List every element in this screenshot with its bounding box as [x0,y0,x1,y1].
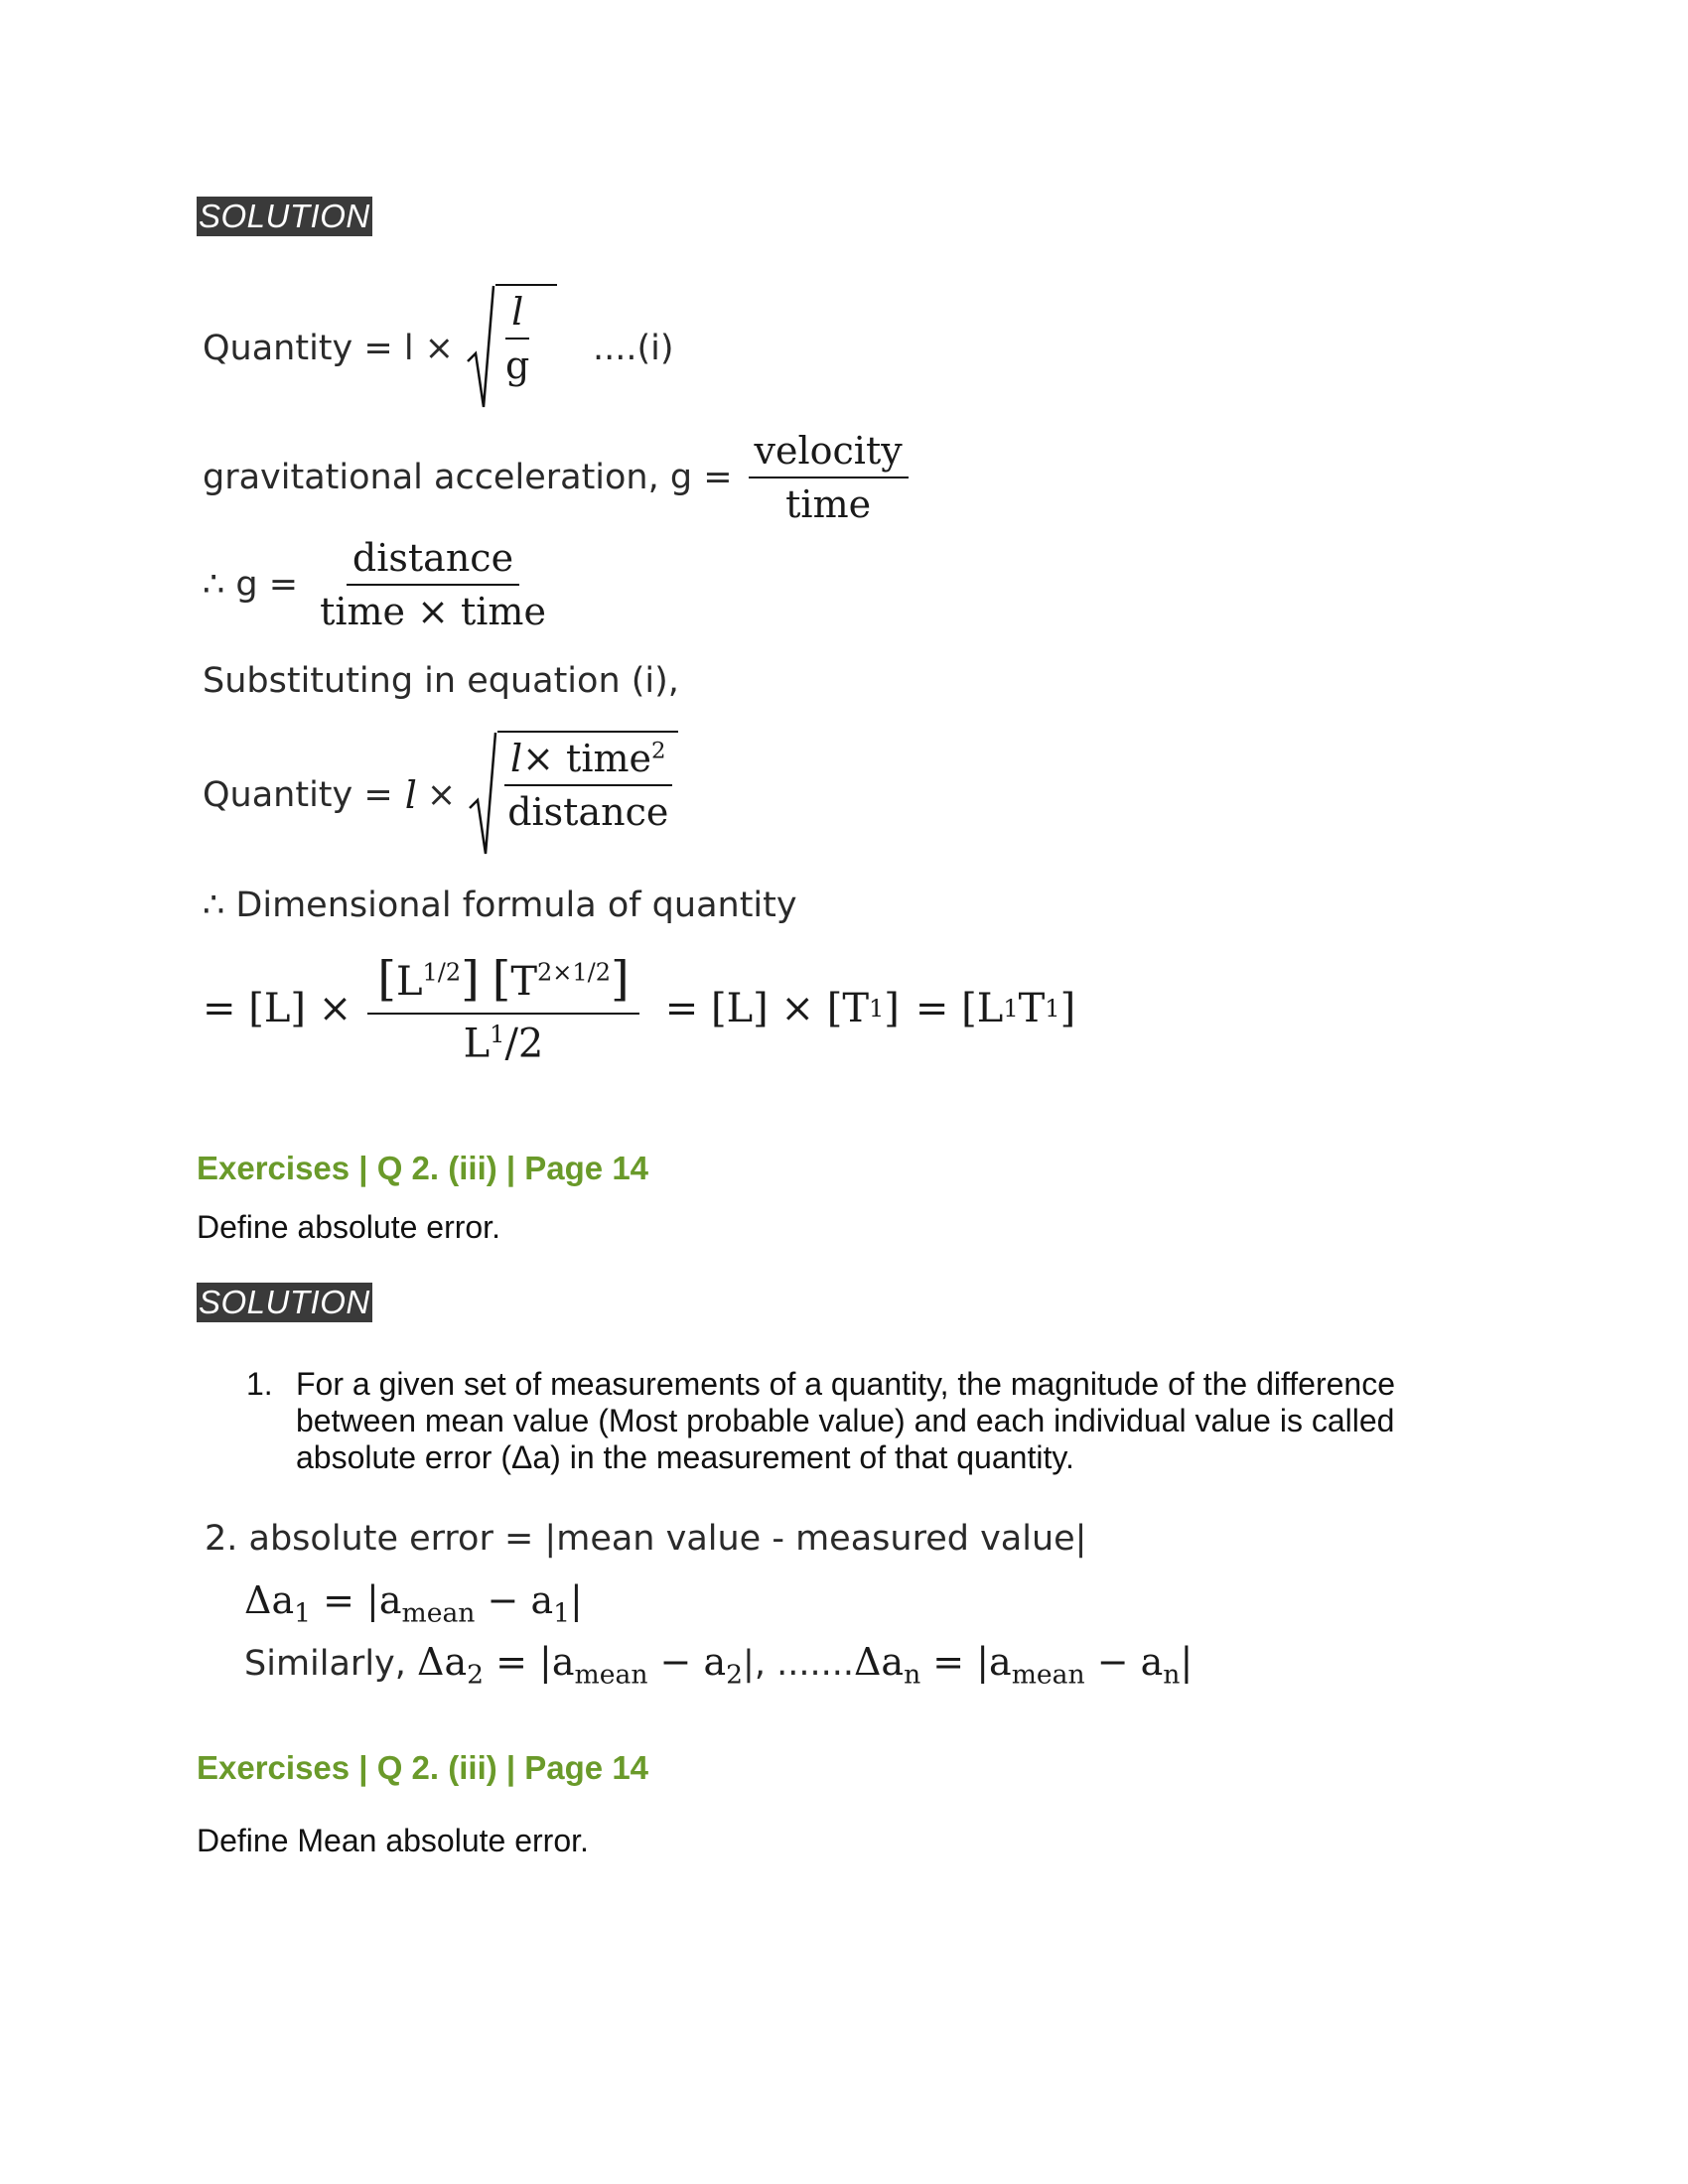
eq4-lhs: Quantity = [203,775,393,815]
sqrt-l-over-g [466,284,557,413]
eq3-fraction [314,536,552,633]
solution-label: SOLUTION [199,198,370,234]
delta-a1-sub2: 1 [553,1597,571,1629]
similarly-close2: | [1180,1640,1194,1684]
eq2-num: velocity [749,429,909,478]
similarly-sub1: 2 [467,1659,485,1691]
sqrt-l-time-over-distance [468,731,678,860]
eq5-den-tail: /2 [504,1021,544,1067]
exercise-heading[interactable]: Exercises | Q 2. (iii) | Page 14 [197,1150,649,1186]
similarly-minus: − a [647,1640,727,1684]
equation-quantity-substituted [203,731,678,860]
eq5-r-exp1: 1 [1003,995,1019,1024]
exercise-heading[interactable]: Exercises | Q 2. (iii) | Page 14 [197,1749,649,1786]
eq1-num: l [505,290,529,340]
eq1-lhs: Quantity = l × [203,329,454,368]
list-item-number: 1. [246,1366,273,1402]
sqrt-sign-icon [466,284,495,413]
similarly-eq: = |a [484,1640,575,1684]
solution-label: SOLUTION [199,1284,370,1320]
eq1-tag: ....(i) [593,329,674,368]
delta-a1-eq: = |a [311,1578,402,1622]
list-item-text: For a given set of measurements of a quantity, the magnitude of the difference between mean value (Most probable value) and each individual value is called absolute error (Δa) in the measurement of that quantity. [296,1366,1396,1475]
similarly-sub2: 2 [726,1659,744,1691]
substituting-text: Substituting in equation (i), [203,661,679,701]
eq5-r-t: T [1018,986,1046,1032]
eq5-den-base: L [463,1021,491,1067]
similarly-delta: Δa [417,1640,468,1684]
similarly-lead: Similarly, [244,1644,418,1684]
similarly-minus2: − a [1084,1640,1164,1684]
eq5-lead: = [L] × [203,986,352,1032]
delta-a1-mean: mean [401,1597,476,1629]
question-text: Define absolute error. [197,1209,500,1245]
eq4-l: l [404,773,417,817]
equation-delta-a1 [244,1578,583,1629]
similarly-close: |, ....... [743,1644,854,1684]
eq2-lhs: gravitational acceleration, g = [203,458,733,497]
eq4-den: distance [507,790,669,834]
equation-dimensional-formula [203,951,1075,1066]
eq4-num-l: l [509,737,523,780]
eq4-num-mid: × time [522,737,652,780]
delta-a1-close: | [570,1578,583,1622]
delta-a1-minus: − a [475,1578,554,1622]
similarly-eq2: = |a [920,1640,1012,1684]
eq5-r-close: ] [1059,986,1076,1032]
eq5-den-exp: 1 [490,1021,505,1048]
eq5-num-a-exp: 1/2 [422,958,462,987]
eq5-eq: = [L [914,986,1004,1032]
eq1-den: g [505,343,530,387]
equation-quantity [203,284,674,413]
eq2-den: time [785,482,872,526]
equation-gravitational-acceleration [203,429,916,526]
equation-similarly [244,1640,1193,1691]
eq5-fraction: $\frac{[L^{1/2}] [T^{2\times 1/2}]}{L^1/2}$ [367,951,639,1066]
dimensional-heading: ∴ Dimensional formula of quantity [203,886,797,925]
eq5-r-exp2: 1 [1045,995,1060,1024]
delta-a1-delta: Δa [244,1578,295,1622]
eq3-num: distance [347,536,519,586]
eq4-times: × [426,775,457,815]
equation-g-distance [203,536,560,633]
eq5-mid: = [L] × [T [664,986,870,1032]
absolute-error-definition: 2. absolute error = |mean value - measured value| [205,1519,1087,1559]
similarly-sub-n: n [904,1659,921,1691]
eq5-mid-exp: 1 [869,995,885,1024]
eq5-num-b-base: T [510,959,538,1005]
list-item [246,1366,1468,1476]
similarly-mean2: mean [1011,1659,1085,1691]
eq3-den: time × time [320,590,546,633]
sqrt-sign-icon [468,731,497,860]
eq5-mid-close: ] [884,986,900,1032]
delta-a1-sub1: 1 [294,1597,312,1629]
similarly-sub-n2: n [1163,1659,1181,1691]
eq3-lhs: ∴ g = [203,565,299,605]
eq2-fraction [749,429,909,526]
eq5-num-b-exp: 2×1/2 [537,958,612,987]
similarly-mean: mean [574,1659,648,1691]
eq5-num-a-base: L [395,959,423,1005]
eq4-num-exp: 2 [651,738,666,764]
question-text: Define Mean absolute error. [197,1823,589,1858]
similarly-delta-n: Δa [853,1640,905,1684]
